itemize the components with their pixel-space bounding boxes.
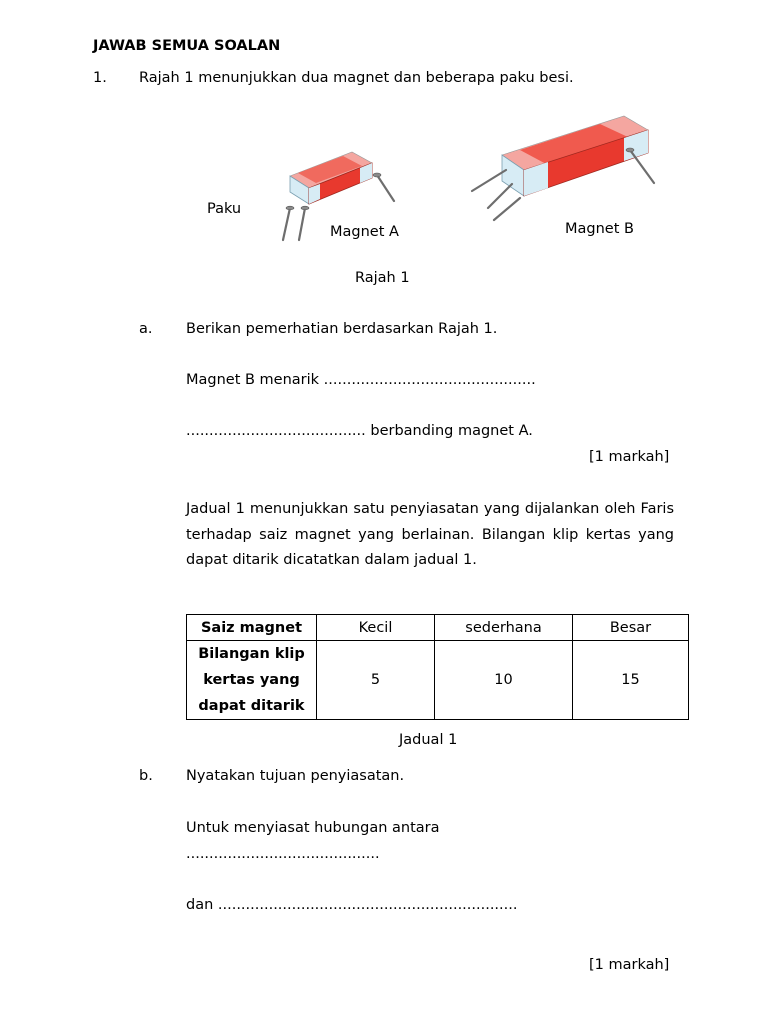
part-b-letter: b.: [139, 768, 153, 784]
data-table: [186, 614, 689, 720]
table-cell: 15: [573, 641, 689, 720]
nails-icon: [283, 206, 309, 240]
table-column-header: sederhana: [435, 615, 573, 641]
part-b-answer-line-1: Untuk menyiasat hubungan antara: [186, 820, 440, 836]
row-label-line: kertas yang: [203, 672, 300, 688]
table-caption: Jadual 1: [399, 732, 458, 748]
row-label-line: dapat ditarik: [198, 698, 305, 714]
table-cell: 10: [435, 641, 573, 720]
table-header-row: [187, 615, 689, 641]
magnet-b-illustration: [502, 116, 648, 196]
magnet-a-illustration: [290, 152, 372, 204]
table-column-header: Besar: [573, 615, 689, 641]
table-row: [187, 641, 689, 720]
part-a-answer-line-2[interactable]: ....................................... berbanding magnet A.: [186, 423, 533, 439]
part-b-answer-line-2[interactable]: ..........................................: [186, 846, 380, 862]
part-a-letter: a.: [139, 321, 153, 337]
nail-icon: [373, 173, 394, 201]
question-number: 1.: [93, 70, 107, 86]
table-column-header: Kecil: [317, 615, 435, 641]
figure-label-paku: Paku: [207, 201, 242, 217]
table-cell: 5: [317, 641, 435, 720]
figure-label-magnet-a: Magnet A: [330, 224, 399, 240]
table-header-label: Saiz magnet: [187, 615, 317, 641]
row-label-line: Bilangan klip: [198, 646, 305, 662]
part-b-question: Nyatakan tujuan penyiasatan.: [186, 768, 405, 784]
part-b-answer-line-3[interactable]: dan .................................................................: [186, 897, 518, 913]
page-heading: JAWAB SEMUA SOALAN: [93, 38, 281, 54]
part-a-marks: [1 markah]: [589, 449, 670, 465]
part-b-marks: [1 markah]: [589, 957, 670, 973]
table-intro-paragraph: Jadual 1 menunjukkan satu penyiasatan yang dijalankan oleh Faris terhadap saiz magnet yang berlainan. Bilangan klip kertas yang dapat ditarik dicatatkan dalam jadual 1.: [186, 501, 674, 568]
part-a-answer-line-1[interactable]: Magnet B menarik ..............................................: [186, 372, 536, 388]
part-a-question: Berikan pemerhatian berdasarkan Rajah 1.: [186, 321, 498, 337]
table-row-label: [187, 641, 317, 720]
figure-label-magnet-b: Magnet B: [565, 221, 634, 237]
question-intro: Rajah 1 menunjukkan dua magnet dan beberapa paku besi.: [139, 70, 574, 86]
figure-caption: Rajah 1: [355, 270, 410, 286]
